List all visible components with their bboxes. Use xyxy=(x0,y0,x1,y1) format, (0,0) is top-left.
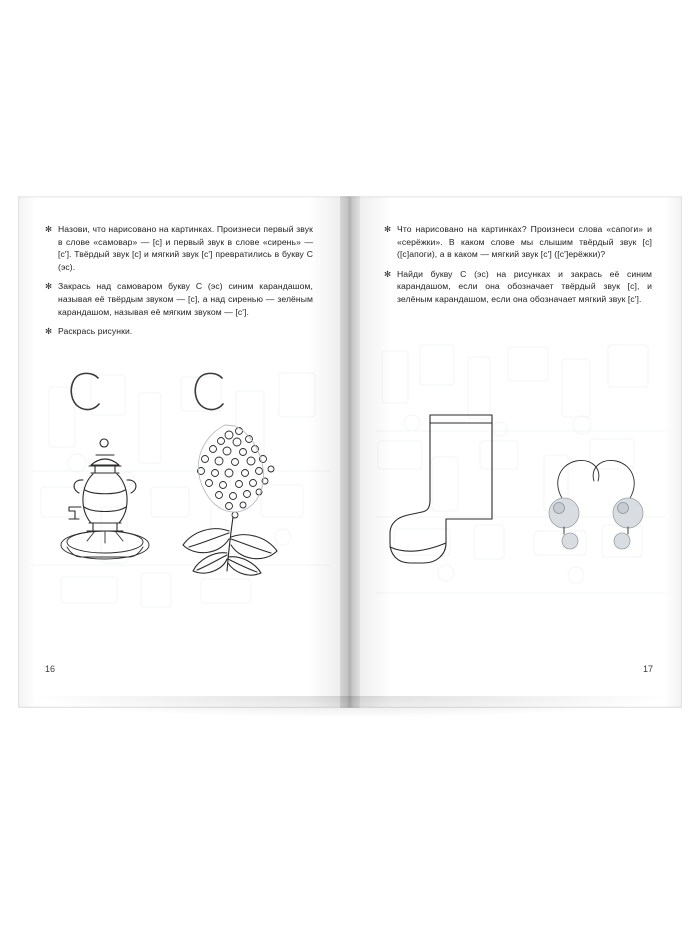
list-item xyxy=(45,223,313,273)
asterisk-icon: ✻ xyxy=(384,224,392,234)
paragraph-text: Закрась над самоваром букву С (эс) синим карандашом, называя её твёрдым звуком — [с], а над сиренью — зелёным карандашом, называя её мягким звуком — [с']. xyxy=(58,281,313,317)
asterisk-icon: ✻ xyxy=(45,326,53,337)
boot-drawing xyxy=(388,409,528,579)
page-number: 16 xyxy=(45,664,56,674)
letter-c-samovar xyxy=(67,369,107,413)
lilac-branch-drawing xyxy=(165,419,305,579)
paragraph-text: Назови, что нарисовано на картинках. Произнеси первый звук в слове «самовар» — [с] и первый звук в слове «сирень» — [с']. Твёрдый звук [с] и мягкий звук [с'] превратились в букву С (эс). xyxy=(58,224,313,272)
asterisk-icon: ✻ xyxy=(45,224,53,234)
list-item xyxy=(384,268,652,306)
book-page-right xyxy=(350,196,682,708)
page-number: 17 xyxy=(642,664,653,674)
asterisk-icon: ✻ xyxy=(45,281,53,292)
asterisk-icon: ✻ xyxy=(384,268,392,279)
samovar-drawing xyxy=(41,435,171,575)
paragraph-text: Что нарисовано на картинках? Произнеси слова «сапоги» и «серёжки». В каком слове мы слышим твёрдый звук [с] ([с]апоги), а в каком — мягкий звук [с'] ([с']ерёжки)? xyxy=(397,224,652,260)
list-item xyxy=(45,325,313,338)
open-book xyxy=(18,196,682,708)
letter-c-lilac xyxy=(191,369,231,413)
list-item xyxy=(384,223,652,261)
book-page-left xyxy=(18,196,350,708)
earrings-drawing xyxy=(536,441,656,571)
right-page-text xyxy=(384,223,652,306)
list-item xyxy=(45,280,313,318)
paragraph-text: Раскрась рисунки. xyxy=(58,326,133,337)
left-page-text xyxy=(45,223,313,338)
paragraph-text: Найди букву С (эс) на рисунках и закрась её синим карандашом, если она обозначает твёрдый звук [с], и зелёным карандашом, если она обозначает мягкий звук [с']. xyxy=(397,268,652,304)
